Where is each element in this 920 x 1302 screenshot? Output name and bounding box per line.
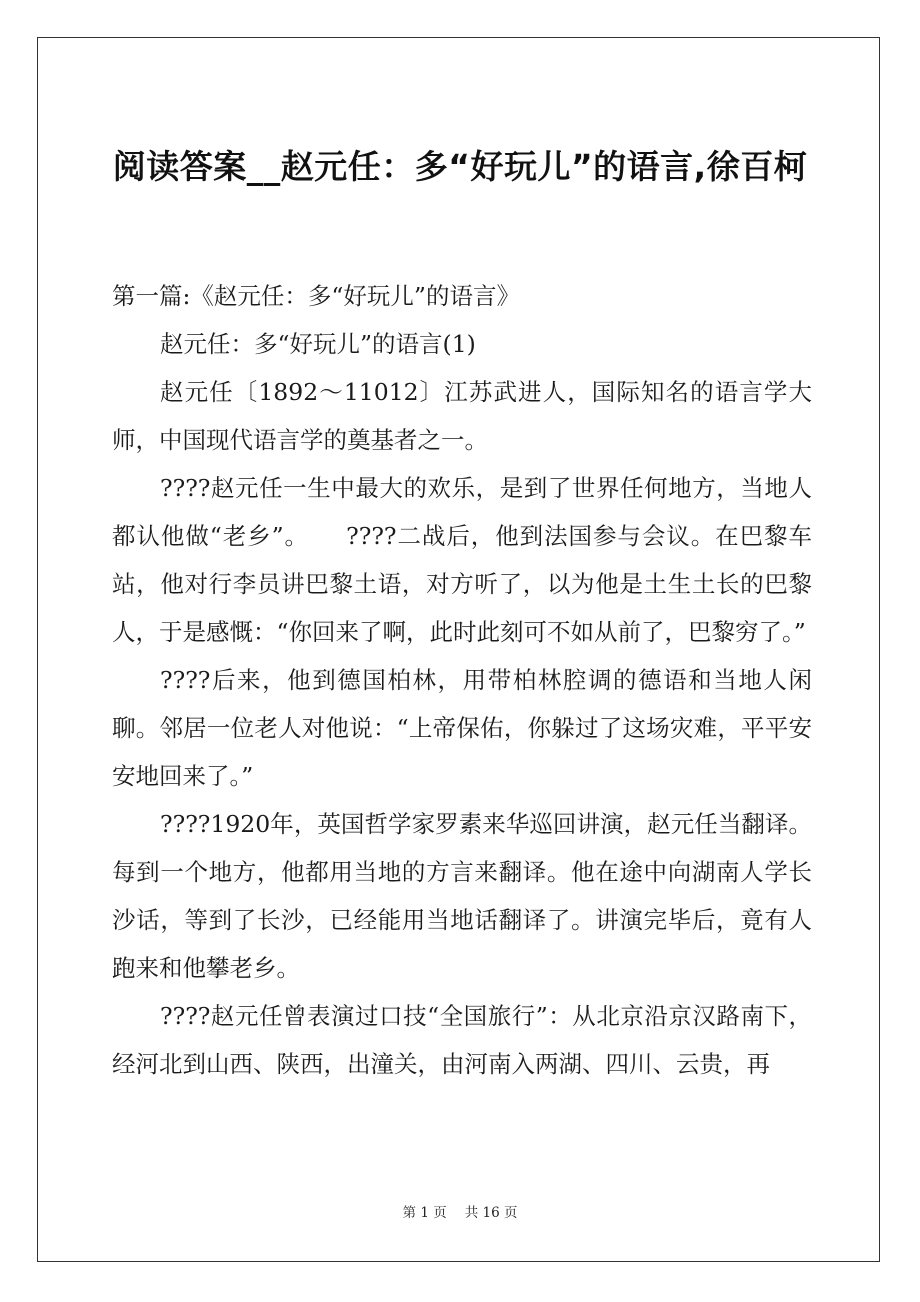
- page-number: 第 1 页: [402, 1205, 447, 1221]
- document-title: 阅读答案__赵元任：多“好玩儿”的语言,徐百柯: [112, 147, 808, 186]
- page-total: 共 16 页: [464, 1205, 518, 1221]
- paragraph: ????1920年，英国哲学家罗素来华巡回讲演，赵元任当翻译。每到一个地方，他都用当地的方言来翻译。他在途中向湖南人学长沙话，等到了长沙，已经能用当地话翻译了。讲演完毕后，竟有人跑来和他攀老乡。: [112, 810, 812, 982]
- document-body: [112, 272, 812, 1088]
- paragraph: ????后来，他到德国柏林，用带柏林腔调的德语和当地人闲聊。邻居一位老人对他说：“上帝保佑，你躲过了这场灾难，平平安安地回来了。”: [112, 666, 812, 790]
- paragraph: ????赵元任一生中最大的欢乐，是到了世界任何地方，当地人都认他做“老乡”。 ????二战后，他到法国参与会议。在巴黎车站，他对行李员讲巴黎土语，对方听了，以为他是土生土长的巴黎人，于是感慨：“你回来了啊，此时此刻可不如从前了，巴黎穷了。”: [112, 474, 812, 646]
- page-footer: [0, 1203, 920, 1223]
- article-subtitle: 赵元任：多“好玩儿”的语言(1): [160, 330, 476, 358]
- section-heading: 第一篇:《赵元任：多“好玩儿”的语言》: [112, 282, 520, 310]
- paragraph: 赵元任〔1892～11012〕江苏武进人，国际知名的语言学大师，中国现代语言学的奠基者之一。: [112, 378, 812, 454]
- paragraph: ????赵元任曾表演过口技“全国旅行”：从北京沿京汉路南下，经河北到山西、陕西，出潼关，由河南入两湖、四川、云贵，再: [112, 1002, 812, 1078]
